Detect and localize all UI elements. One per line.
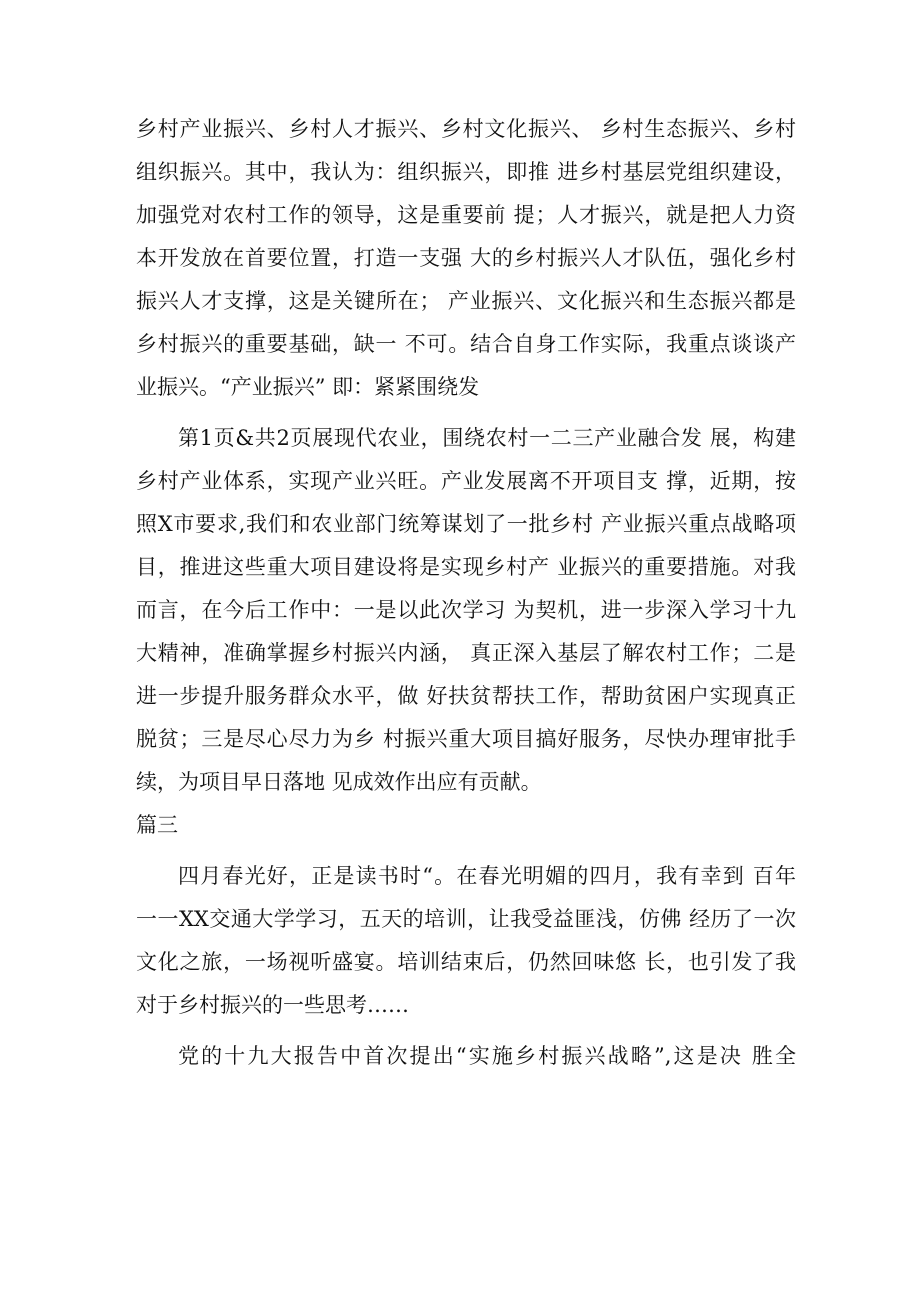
document-body — [136, 108, 796, 1078]
text-line: 续，为项目早日落地 见成效作出应有贡献。 — [136, 770, 542, 794]
text-line: 业振兴。“产业振兴” 即：紧紧围绕发 — [136, 375, 480, 399]
paragraph-2 — [136, 417, 796, 804]
text-line: 本开发放在首要位置，打造一支强 大的乡村振兴人才队伍，强化乡村 — [136, 246, 796, 270]
text-line: 组织振兴。其中，我认为：组织振兴，即推 进乡村基层党组织建设， — [136, 160, 796, 184]
text-line: 进一步提升服务群众水平，做 好扶贫帮扶工作，帮助贫困户实现真正 — [136, 684, 796, 708]
text-line: 党的十九大报告中首次提出“实施乡村振兴战略”,这是决 胜全 — [178, 1044, 796, 1068]
text-line: 一一XX交通大学学习，五天的培训，让我受益匪浅，仿佛 经历了一次 — [136, 907, 796, 931]
text-line: 振兴人才支撑，这是关键所在； 产业振兴、文化振兴和生态振兴都是 — [136, 289, 796, 313]
paragraph-3 — [136, 855, 796, 1027]
text-line: 乡村振兴的重要基础，缺一 不可。结合自身工作实际，我重点谈谈产 — [136, 332, 796, 356]
text-line: 乡村产业振兴、乡村人才振兴、乡村文化振兴、 乡村生态振兴、乡村 — [136, 117, 796, 141]
section-heading — [136, 804, 796, 847]
paragraph-gap — [136, 1027, 796, 1035]
paragraph-1 — [136, 108, 796, 409]
text-line: 大精神，准确掌握乡村振兴内涵， 真正深入基层了解农村工作；二是 — [136, 641, 796, 665]
text-line: 照X市要求,我们和农业部门统筹谋划了一批乡村 产业振兴重点战略项 — [136, 512, 796, 536]
paragraph-gap — [136, 847, 796, 855]
text-line: 四月春光好，正是读书时“。在春光明媚的四月，我有幸到 百年 — [178, 864, 796, 888]
text-line: 文化之旅，一场视听盛宴。培训结束后，仍然回味悠 长，也引发了我 — [136, 950, 796, 974]
text-line: 对于乡村振兴的一些思考…… — [136, 993, 409, 1017]
text-line: 脱贫；三是尽心尽力为乡 村振兴重大项目搞好服务，尽快办理审批手 — [136, 727, 796, 751]
text-line: 加强党对农村工作的领导，这是重要前 提；人才振兴，就是把人力资 — [136, 203, 796, 227]
text-line: 目，推进这些重大项目建设将是实现乡村产 业振兴的重要措施。对我 — [136, 555, 796, 579]
paragraph-4 — [136, 1035, 796, 1078]
text-line: 乡村产业体系，实现产业兴旺。产业发展离不开项目支 撑，近期，按 — [136, 469, 796, 493]
section-heading-text: 篇三 — [136, 813, 178, 837]
paragraph-gap — [136, 409, 796, 417]
text-line: 而言，在今后工作中：一是以此次学习 为契机，进一步深入学习十九 — [136, 598, 796, 622]
text-line: 第1页&共2页展现代农业，围绕农村一二三产业融合发 展，构建 — [178, 426, 796, 450]
